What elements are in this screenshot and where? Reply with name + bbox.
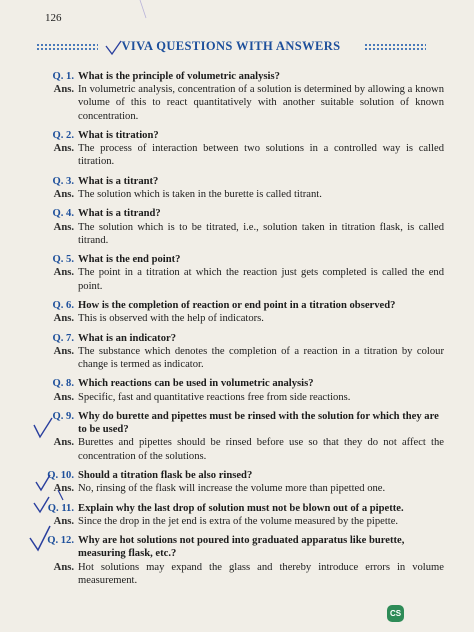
qa-item (36, 207, 444, 247)
answer-label: Ans. (53, 391, 74, 403)
margin-pen-stroke (140, 0, 146, 18)
question-text: What is a titrand? (78, 208, 161, 220)
answer-label: Ans. (53, 515, 74, 527)
question-number: Q. 5. (52, 254, 74, 266)
question-text: What is a titrant? (78, 175, 159, 187)
answer-label: Ans. (53, 221, 74, 233)
question-number: Q. 8. (52, 378, 74, 390)
qa-item (36, 534, 444, 587)
qa-item (36, 410, 444, 463)
answer-label: Ans. (53, 189, 74, 200)
qa-item (36, 253, 444, 293)
answer-text: Since the drop in the jet end is extra of the volume measured by the pipette. (78, 515, 399, 527)
answer-label: Ans. (53, 143, 74, 155)
question-number: Q. 1. (52, 71, 74, 82)
section-header (36, 39, 426, 55)
question-number: Q. 12. (47, 535, 74, 547)
answer-text: The solution which is to be titrated, i.e., solution taken in titration flask, is called titrand. (78, 221, 444, 246)
answer-text: The point in a titration at which the reaction just gets completed is called the end point. (78, 267, 444, 292)
qa-item (36, 377, 444, 403)
section-title: VIVA QUESTIONS WITH ANSWERS (121, 39, 341, 53)
question-number: Q. 4. (52, 208, 74, 220)
question-text: How is the completion of reaction or end point in a titration observed? (78, 299, 396, 311)
qa-item (36, 70, 444, 123)
question-number: Q. 7. (52, 332, 74, 344)
header-dot-pattern-right (364, 43, 426, 51)
answer-label: Ans. (53, 561, 74, 573)
answer-label: Ans. (53, 84, 74, 96)
page-number: 126 (45, 12, 62, 24)
question-number: Q. 10. (47, 469, 74, 481)
answer-label: Ans. (53, 483, 74, 495)
answer-text: The process of interaction between two solutions in a controlled way is called titration. (78, 143, 444, 168)
qa-item (36, 332, 444, 372)
answer-label: Ans. (53, 313, 74, 325)
camscanner-logo: CS (387, 605, 404, 622)
answer-text: The solution which is taken in the burette is called titrant. (78, 189, 322, 200)
question-text: Explain why the last drop of solution must not be blown out of a pipette. (78, 502, 404, 514)
qa-list (36, 70, 444, 593)
answer-label: Ans. (53, 267, 74, 279)
answer-text: Burettes and pipettes should be rinsed before use so that they do not affect the concentration of the solutions. (78, 437, 444, 462)
question-number: Q. 9. (52, 410, 74, 422)
question-number: Q. 11. (47, 502, 74, 514)
qa-item (36, 469, 444, 495)
question-number: Q. 2. (52, 130, 74, 141)
answer-label: Ans. (53, 345, 74, 357)
question-text: Why are hot solutions not poured into graduated apparatus like burette, measuring flask, etc.? (78, 535, 405, 560)
question-number: Q. 6. (52, 299, 74, 311)
question-text: Why do burette and pipettes must be rinsed with the solution for which they are to be used? (78, 410, 439, 436)
question-text: What is an indicator? (78, 332, 177, 344)
qa-item (36, 502, 444, 528)
answer-text: This is observed with the help of indicators. (78, 313, 264, 325)
question-text: Should a titration flask be also rinsed? (78, 469, 253, 481)
answer-text: Specific, fast and quantitative reactions free from side reactions. (78, 391, 351, 403)
answer-label: Ans. (53, 437, 74, 449)
answer-text: In volumetric analysis, concentration of a solution is determined by allowing a known volume of this to react quantitatively with another suitable solution of known concentration. (78, 84, 444, 122)
qa-item (36, 175, 444, 201)
question-text: What is the end point? (78, 254, 181, 266)
qa-item (36, 299, 444, 325)
answer-text: Hot solutions may expand the glass and thereby introduce errors in volume measurement. (78, 561, 444, 586)
qa-item (36, 129, 444, 169)
question-text: What is the principle of volumetric analysis? (78, 71, 280, 82)
question-text: Which reactions can be used in volumetric analysis? (78, 378, 314, 390)
question-number: Q. 3. (52, 175, 74, 187)
answer-text: The substance which denotes the completion of a reaction in a titration by colour change is termed as indicator. (78, 345, 444, 370)
question-text: What is titration? (78, 130, 159, 141)
answer-text: No, rinsing of the flask will increase the volume more than pipetted one. (78, 483, 386, 495)
header-dot-pattern-left (36, 43, 98, 51)
